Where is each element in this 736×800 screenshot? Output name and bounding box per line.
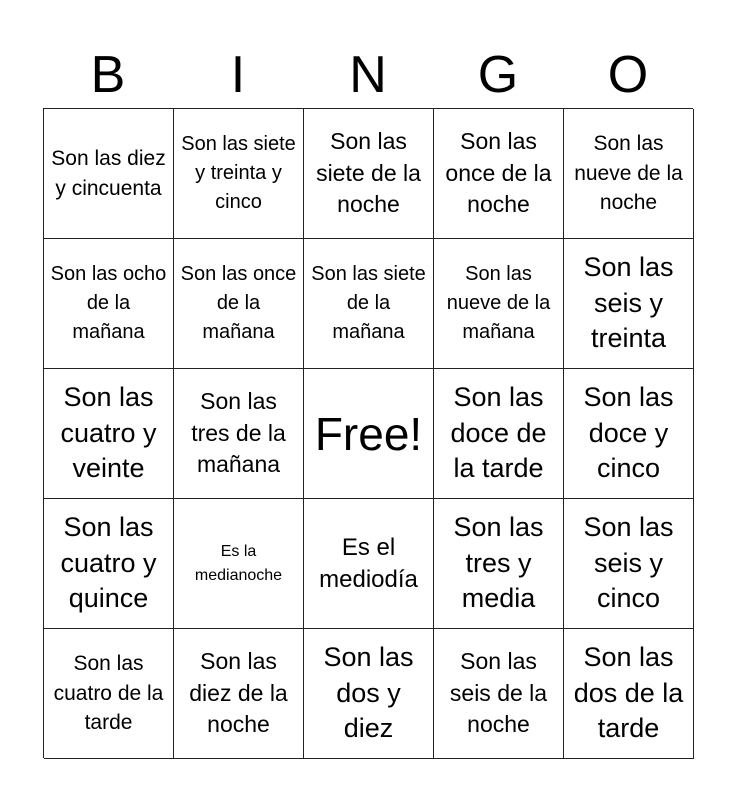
- bingo-cell[interactable]: [174, 499, 304, 629]
- free-space-cell[interactable]: [304, 369, 434, 499]
- bingo-cell[interactable]: [434, 369, 564, 499]
- cell-text: Son las tres y media: [453, 512, 544, 614]
- bingo-header: [43, 40, 693, 108]
- bingo-cell[interactable]: [434, 109, 564, 239]
- bingo-cell[interactable]: [174, 369, 304, 499]
- header-letter-o: O: [607, 46, 649, 104]
- bingo-cell[interactable]: [564, 239, 694, 369]
- cell-text: Son las nueve de la noche: [574, 132, 683, 215]
- cell-text: Son las nueve de la mañana: [446, 263, 551, 343]
- cell-text: Son las dos y diez: [323, 642, 414, 744]
- bingo-cell[interactable]: [304, 499, 434, 629]
- bingo-cell[interactable]: [44, 629, 174, 759]
- cell-text: Son las siete de la mañana: [311, 263, 426, 343]
- bingo-cell[interactable]: [434, 629, 564, 759]
- cell-text: Son las diez de la noche: [189, 648, 288, 738]
- cell-text: Son las cuatro de la tarde: [53, 652, 164, 735]
- cell-text: Son las seis y cinco: [583, 512, 674, 614]
- header-letter-n: N: [349, 46, 387, 104]
- bingo-cell[interactable]: [174, 629, 304, 759]
- header-letter-b: B: [90, 46, 126, 104]
- cell-text: Son las siete y treinta y cinco: [181, 133, 296, 213]
- bingo-cell[interactable]: [174, 109, 304, 239]
- header-letter-i: I: [230, 46, 246, 104]
- cell-text: Son las once de la mañana: [180, 263, 297, 343]
- free-space-label: Free!: [314, 407, 423, 460]
- cell-text: Son las tres de la mañana: [191, 388, 286, 478]
- cell-text: Es el mediodía: [319, 533, 418, 593]
- cell-text: Son las cuatro y quince: [60, 512, 157, 614]
- cell-text: Son las seis de la noche: [449, 648, 548, 738]
- bingo-cell[interactable]: [304, 629, 434, 759]
- cell-text: Son las doce y cinco: [583, 382, 674, 484]
- header-letter-g: G: [477, 46, 519, 104]
- cell-text: Son las doce de la tarde: [450, 382, 547, 484]
- bingo-cell[interactable]: [434, 239, 564, 369]
- bingo-cell[interactable]: [44, 369, 174, 499]
- bingo-cell[interactable]: [304, 109, 434, 239]
- bingo-cell[interactable]: [44, 239, 174, 369]
- bingo-cell[interactable]: [44, 499, 174, 629]
- cell-text: Son las cuatro y veinte: [60, 382, 157, 484]
- cell-text: Son las diez y cincuenta: [51, 146, 166, 200]
- bingo-board: [43, 108, 693, 758]
- cell-text: Es la medianoche: [194, 542, 283, 584]
- bingo-cell[interactable]: [434, 499, 564, 629]
- cell-text: Son las dos de la tarde: [573, 642, 684, 744]
- cell-text: Son las ocho de la mañana: [50, 263, 167, 343]
- cell-text: Son las siete de la noche: [316, 128, 421, 218]
- bingo-cell[interactable]: [174, 239, 304, 369]
- bingo-cell[interactable]: [564, 499, 694, 629]
- bingo-cell[interactable]: [564, 369, 694, 499]
- bingo-cell[interactable]: [304, 239, 434, 369]
- cell-text: Son las once de la noche: [445, 128, 552, 218]
- bingo-cell[interactable]: [564, 109, 694, 239]
- bingo-cell[interactable]: [44, 109, 174, 239]
- bingo-cell[interactable]: [564, 629, 694, 759]
- cell-text: Son las seis y treinta: [583, 252, 674, 354]
